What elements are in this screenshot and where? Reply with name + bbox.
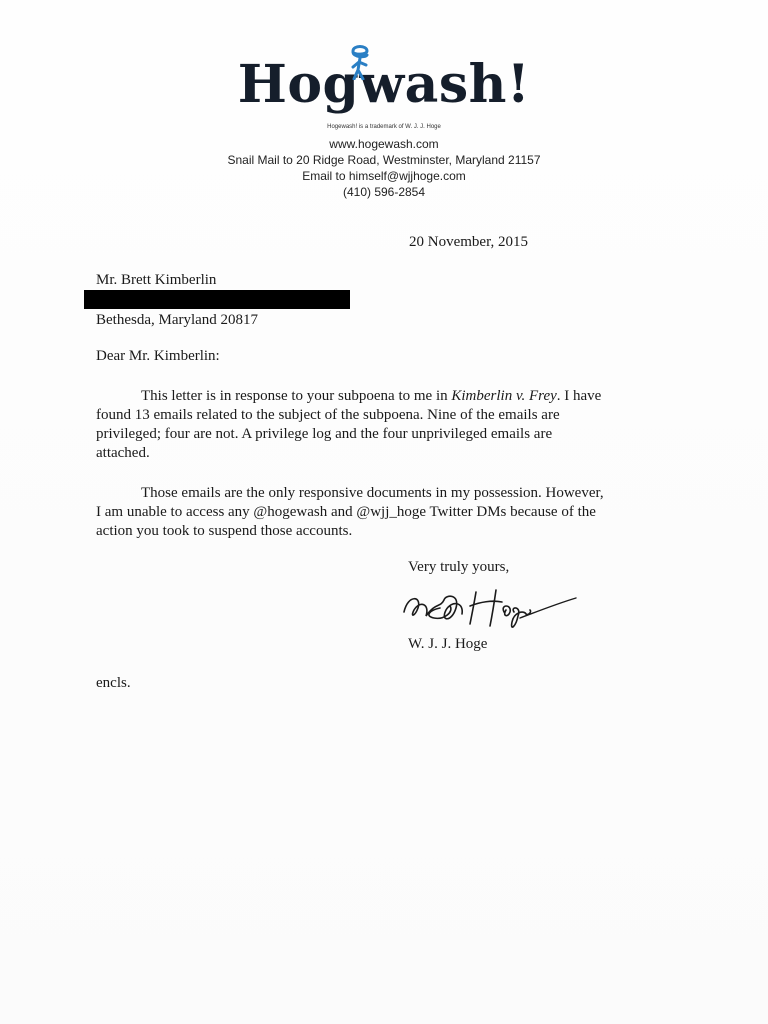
salutation: Dear Mr. Kimberlin: (96, 348, 220, 364)
redacted-address-bar (84, 290, 350, 309)
enclosures-note: encls. (96, 675, 131, 691)
letter-date: 20 November, 2015 (409, 234, 528, 250)
recipient-city: Bethesda, Maryland 20817 (96, 312, 259, 328)
phone-text: (410) 596-2854 (342, 185, 426, 199)
logo (238, 50, 531, 120)
case-name: Kimberlin v. Frey (451, 388, 557, 404)
signer-name: W. J. J. Hoge (408, 636, 488, 652)
contact-info (0, 136, 768, 200)
paragraph-line: attached. (96, 445, 150, 461)
paragraph-line: privileged; four are not. A privilege log and the four unprivileged emails are (96, 426, 553, 442)
website-text: www.hogewash.com (329, 137, 439, 151)
email-text: Email to himself@wjjhoge.com (302, 169, 466, 183)
paragraph-line (96, 387, 686, 406)
letterhead (0, 50, 768, 200)
paragraph-line: found 13 emails related to the subject of the subpoena. Nine of the emails are (96, 407, 560, 423)
trademark-note: Hogewash! is a trademark of W. J. J. Hoge (327, 124, 441, 130)
body-paragraph-2 (96, 484, 686, 541)
paragraph-line: I am unable to access any @hogewash and @wjj_hoge Twitter DMs because of the (96, 504, 596, 520)
signature-image (400, 582, 580, 638)
mail-address-text: Snail Mail to 20 Ridge Road, Westminster, Maryland 21157 (227, 153, 541, 167)
logo-text: Hogwash! (237, 54, 531, 115)
text-span: This letter is in response to your subpoena to me in (141, 388, 452, 404)
body-paragraph-1 (96, 387, 686, 463)
logo-figure-icon (348, 42, 372, 80)
text-span: . I have (556, 388, 602, 404)
paragraph-line: action you took to suspend those accounts. (96, 523, 353, 539)
recipient-name: Mr. Brett Kimberlin (96, 272, 217, 288)
paragraph-line: Those emails are the only responsive documents in my possession. However, (141, 485, 604, 501)
closing: Very truly yours, (408, 559, 510, 575)
